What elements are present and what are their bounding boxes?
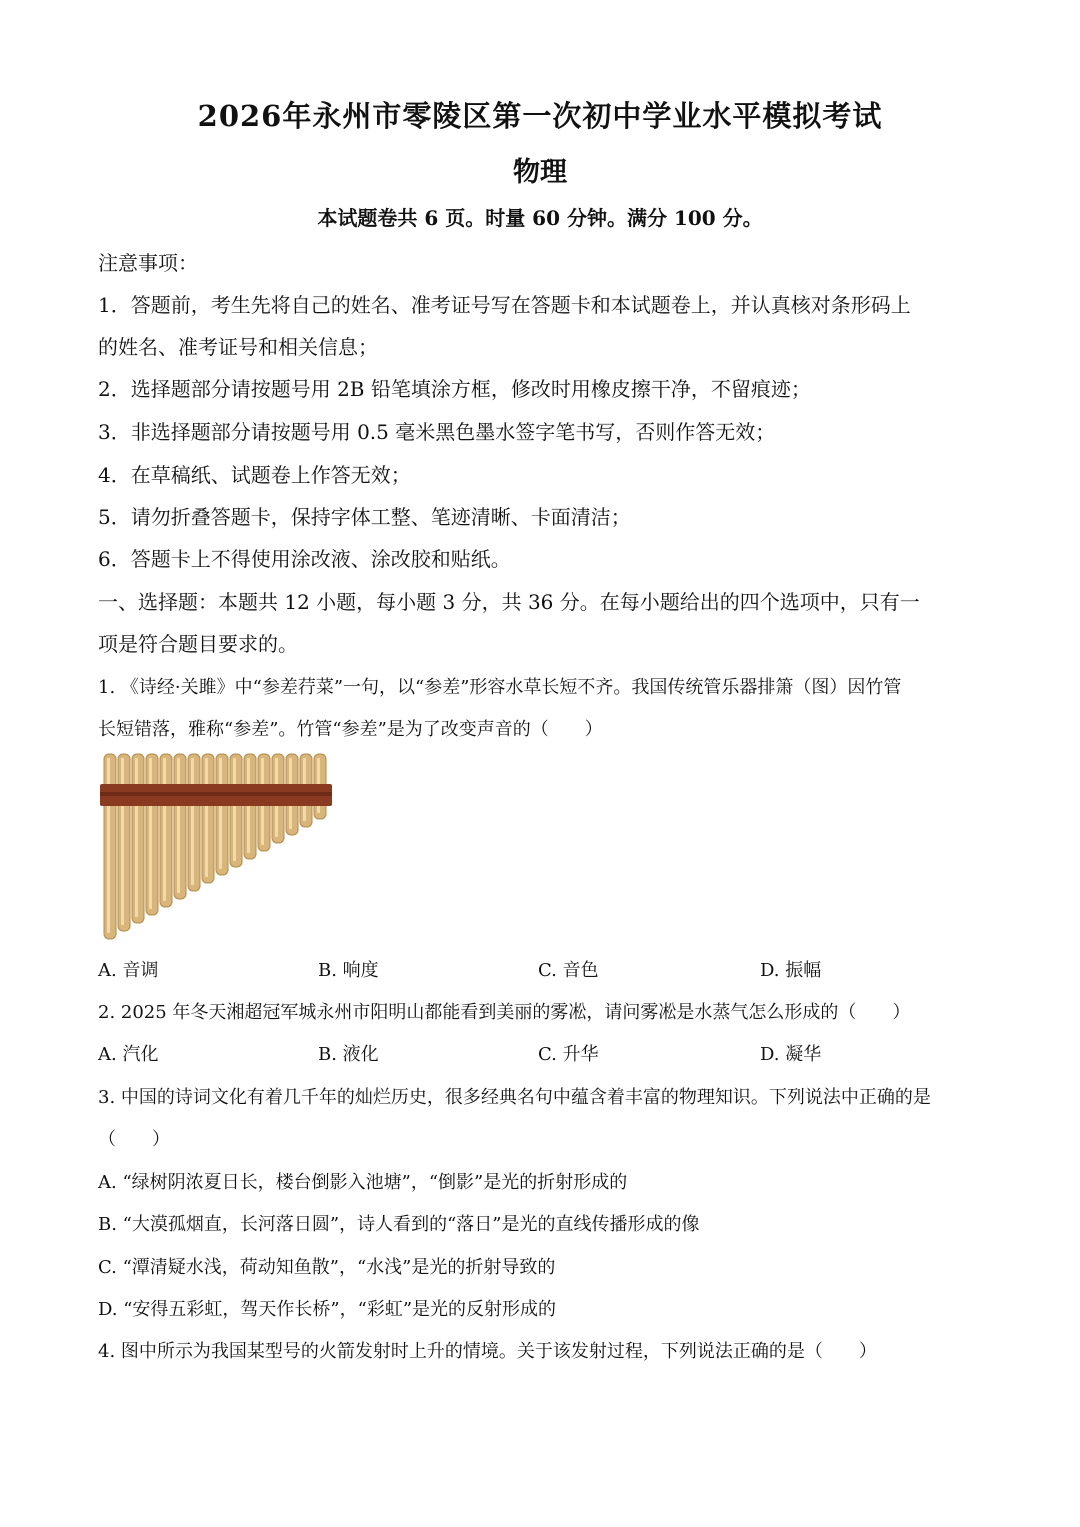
panpipe-tube-highlight xyxy=(149,758,152,909)
q3-option-b: B. “大漠孤烟直，长河落日圆”，诗人看到的“落日”是光的直线传播形成的像 xyxy=(98,1214,700,1235)
note-item: 4．在草稿纸、试题卷上作答无效； xyxy=(98,463,411,487)
notes-heading: 注意事项： xyxy=(98,251,198,275)
q1-option-c: C. 音色 xyxy=(538,960,599,981)
note-item: 1．答题前，考生先将自己的姓名、准考证号写在答题卡和本试题卷上，并认真核对条形码上 xyxy=(98,293,911,317)
panpipe-band-stripe xyxy=(100,792,332,796)
section-heading-cont: 项是符合题目要求的。 xyxy=(98,632,298,656)
q3-option-a: A. “绿树阴浓夏日长，楼台倒影入池塘”，“倒影”是光的折射形成的 xyxy=(98,1172,628,1193)
question-1-cont: 长短错落，雅称“参差”。竹管“参差”是为了改变声音的（ ） xyxy=(98,719,603,740)
section-heading: 一、选择题：本题共 12 小题，每小题 3 分，共 36 分。在每小题给出的四个选项中，只有一 xyxy=(98,590,920,614)
panpipe-tube-highlight xyxy=(205,758,208,877)
q3-option-c: C. “潭清疑水浅，荷动知鱼散”，“水浅”是光的折射导致的 xyxy=(98,1257,556,1278)
q2-option-c: C. 升华 xyxy=(538,1044,599,1065)
panpipe-tube-highlight xyxy=(121,758,124,925)
q1-option-d: D. 振幅 xyxy=(760,960,822,981)
exam-title: 2026年永州市零陵区第一次初中学业水平模拟考试 xyxy=(197,99,883,133)
q3-option-d: D. “安得五彩虹，驾天作长桥”，“彩虹”是光的反射形成的 xyxy=(98,1299,557,1320)
q2-option-a: A. 汽化 xyxy=(98,1044,159,1065)
panpipe-tube-highlight xyxy=(233,758,236,861)
q2-option-d: D. 凝华 xyxy=(760,1044,822,1065)
note-item: 3．非选择题部分请按题号用 0.5 毫米黑色墨水签字笔书写，否则作答无效； xyxy=(98,420,776,444)
subject-title: 物理 xyxy=(513,157,567,188)
note-item: 6．答题卡上不得使用涂改液、涂改胶和贴纸。 xyxy=(98,547,511,571)
q1-option-b: B. 响度 xyxy=(318,960,379,981)
question-3: 3. 中国的诗词文化有着几千年的灿烂历史，很多经典名句中蕴含着丰富的物理知识。下列说法中正确的是 xyxy=(98,1087,931,1108)
question-1: 1. 《诗经·关雎》中“参差荇菜”一句，以“参差”形容水草长短不齐。我国传统管乐器排箫（图）因竹管 xyxy=(98,677,902,698)
panpipe-tube-highlight xyxy=(177,758,180,893)
panpipe-tube-highlight xyxy=(163,758,166,901)
q2-option-b: B. 液化 xyxy=(318,1044,379,1065)
q1-option-a: A. 音调 xyxy=(98,960,159,981)
panpipe-image xyxy=(100,752,340,942)
panpipe-tube-highlight xyxy=(135,758,138,917)
note-item: 2．选择题部分请按题号用 2B 铅笔填涂方框，修改时用橡皮擦干净，不留痕迹； xyxy=(98,377,811,401)
panpipe-tube-highlight xyxy=(191,758,194,885)
question-2: 2. 2025 年冬天湘超冠军城永州市阳明山都能看到美丽的雾凇，请问雾凇是水蒸气怎么形成的（ ） xyxy=(98,1002,911,1023)
note-item: 的姓名、准考证号和相关信息； xyxy=(98,335,378,359)
note-item: 5．请勿折叠答题卡，保持字体工整、笔迹清晰、卡面清洁； xyxy=(98,505,631,529)
exam-info: 本试题卷共 6 页。时量 60 分钟。满分 100 分。 xyxy=(317,206,763,230)
question-3-cont: （ ） xyxy=(98,1129,170,1150)
question-4: 4. 图中所示为我国某型号的火箭发射时上升的情境。关于该发射过程，下列说法正确的是（ ） xyxy=(98,1341,877,1362)
panpipe-tube-highlight xyxy=(219,758,222,869)
